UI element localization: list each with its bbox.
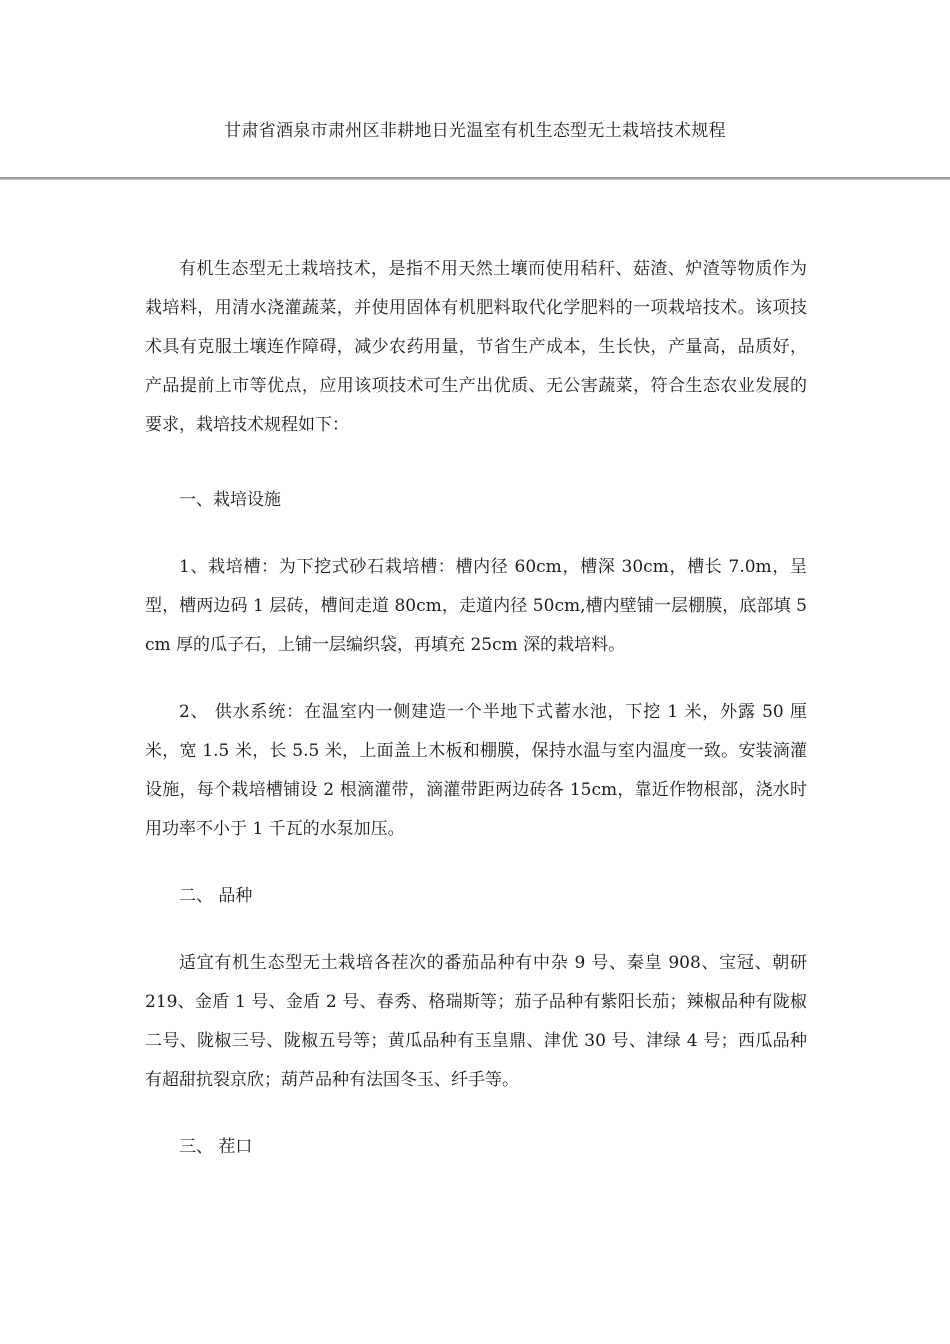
item-2-water-supply: 2、 供水系统：在温室内一侧建造一个半地下式蓄水池，下挖 1 米，外露 50 厘米，宽 1.5 米，长 5.5 米，上面盖上木板和棚膜，保持水温与室内温度一致。安装滴灌设施，每个栽培槽铺设 2 根滴灌带，滴灌带距两边砖各 15cm，靠近作物根部，浇水时用功率不小于 1 千瓦的水泵加压。 bbox=[145, 702, 808, 839]
varieties-paragraph: 适宜有机生态型无土栽培各茬次的番茄品种有中杂 9 号、秦皇 908、宝冠、朝研 219、金盾 1 号、金盾 2 号、春秀、格瑞斯等；茄子品种有紫阳长茄；辣椒品种有陇椒二号、陇椒三号、陇椒五号等；黄瓜品种有玉皇鼎、津优 30 号、津绿 4 号；西瓜品种有超甜抗裂京欣；葫芦品种有法国冬玉、纤手等。 bbox=[145, 953, 807, 1090]
section-2-heading: 二、 品种 bbox=[179, 886, 253, 906]
document-body bbox=[145, 250, 830, 1167]
section-1-heading: 一、栽培设施 bbox=[179, 490, 281, 510]
item-1-cultivation-trough: 1、栽培槽：为下挖式砂石栽培槽：槽内径 60cm，槽深 30cm，槽长 7.0m，呈 型，槽两边码 1 层砖，槽间走道 80cm，走道内径 50cm,槽内壁铺一层棚膜，底部填 5 cm 厚的瓜子石，上铺一层编织袋，再填充 25cm 深的栽培料。 bbox=[145, 557, 830, 655]
page-header bbox=[0, 0, 950, 178]
section-3-heading: 三、 茬口 bbox=[179, 1137, 253, 1157]
document-title: 甘肃省酒泉市肃州区非耕地日光温室有机生态型无土栽培技术规程 bbox=[224, 121, 726, 141]
intro-paragraph: 有机生态型无土栽培技术，是指不用天然土壤而使用秸秆、菇渣、炉渣等物质作为栽培料，用清水浇灌蔬菜，并使用固体有机肥料取代化学肥料的一项栽培技术。该项技术具有克服土壤连作障碍，减少农药用量，节省生产成本，生长快，产量高，品质好，产品提前上市等优点，应用该项技术可生产出优质、无公害蔬菜，符合生态农业发展的要求，栽培技术规程如下： bbox=[145, 259, 807, 435]
header-divider bbox=[0, 177, 950, 180]
